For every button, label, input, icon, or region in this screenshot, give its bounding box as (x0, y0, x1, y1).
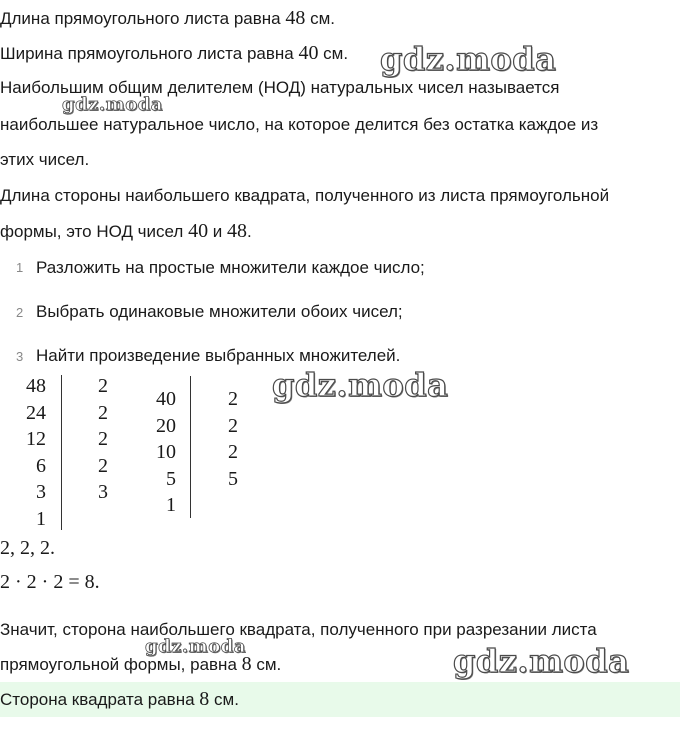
answer-box (0, 682, 680, 717)
line-square-2: формы, это НОД чисел 40 и 48. (0, 220, 252, 242)
answer-text: Сторона квадрата равна 8 см. (0, 688, 239, 710)
line-definition-1: Наибольшим общим делителем (НОД) натуральных чисел называется (0, 78, 560, 97)
dividends-column: 40 20 10 5 1 (156, 388, 176, 516)
watermark-logo: gdz.moda (145, 636, 246, 657)
watermark-logo: gdz.moda (453, 642, 630, 680)
conclusion-2: прямоугольной формы, равна 8 см. (0, 653, 282, 675)
line-definition-2: наибольшее натуральное число, на которое делится без остатка каждое из (0, 115, 599, 134)
division-line (190, 376, 191, 518)
step-text: Выбрать одинаковые множители обоих чисел; (36, 302, 403, 321)
line-definition-3: этих чисел. (0, 150, 90, 169)
watermark-logo: gdz.moda (380, 40, 557, 78)
conclusion-1: Значит, сторона наибольшего квадрата, полученного при разрезании листа (0, 620, 597, 639)
line-length: Длина прямоугольного листа равна 48 см. (0, 7, 335, 29)
step-text: Найти произведение выбранных множителей. (36, 346, 401, 365)
product-result: 2 · 2 · 2 = 8. (0, 571, 100, 593)
common-factors: 2, 2, 2. (0, 537, 55, 559)
divisors-column: 2 2 2 2 3 (98, 375, 108, 503)
step-number: 3 (16, 349, 24, 364)
division-line (61, 375, 62, 530)
line-width: Ширина прямоугольного листа равна 40 см. (0, 42, 349, 64)
divisors-column: 2 2 2 5 (228, 388, 238, 490)
step-number: 2 (16, 305, 24, 320)
step-number: 1 (16, 260, 24, 275)
watermark-logo: gdz.moda (272, 366, 449, 404)
dividends-column: 48 24 12 6 3 1 (26, 375, 46, 530)
line-square-1: Длина стороны наибольшего квадрата, полученного из листа прямоугольной (0, 186, 610, 205)
watermark-logo: gdz.moda (62, 94, 163, 115)
step-text: Разложить на простые множители каждое число; (36, 258, 425, 277)
